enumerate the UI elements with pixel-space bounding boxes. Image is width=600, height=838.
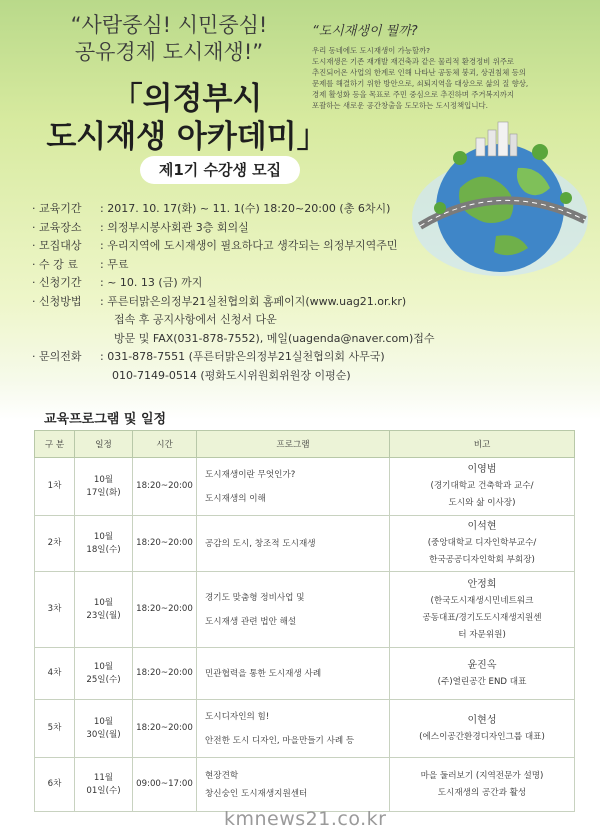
date-month: 10월 [93,597,114,608]
col-header: 프로그램 [197,431,390,458]
program-line: 공감의 도시, 창조적 도시재생 [205,538,316,549]
apply-extra-line: 방문 및 FAX(031-878-7552), 메일(uagenda@naver.com)접수 [114,331,435,345]
session-note [390,572,575,648]
session-note [390,648,575,700]
program-line: 민관협력을 통한 도시재생 사례 [205,668,322,679]
col-header: 일정 [75,431,133,458]
date-month: 10월 [93,716,114,727]
session-date [75,648,133,700]
note-line: 윤진옥 [467,659,497,671]
col-header: 비고 [390,431,575,458]
session-no: 4차 [35,648,75,700]
info-row [32,256,572,275]
session-date [75,458,133,516]
date-month: 10월 [93,661,114,672]
intro-box [312,20,580,111]
col-header: 시간 [133,431,197,458]
slogan-line: “사람중심! 시민중심! [70,13,268,37]
date-day: 18일(수) [86,544,121,555]
info-value: : 푸른터맑은의정부21실천협의회 홈페이지(www.uag21.or.kr) [100,294,407,308]
session-note [390,458,575,516]
note-line: 안정희 [467,578,497,590]
session-no: 3차 [35,572,75,648]
contact-key: · 문의전화 [32,350,82,363]
contact-value: : 031-878-7551 (푸른터맑은의정부21실천협의회 사무국) [100,350,385,363]
intro-line: 도시재생은 기존 재개발 재건축과 같은 물리적 환경정비 위주로 [312,57,515,66]
note-line: 터 자문위원) [458,629,506,640]
slogan-line: 공유경제 도시재생!” [74,40,264,64]
info-value: : 2017. 10. 17(화) ~ 11. 1(수) 18:20~20:00 (총 6차시) [100,202,391,215]
table-header-row [35,431,575,458]
table-row [35,516,575,572]
session-time: 09:00~17:00 [133,758,197,812]
table-row [35,572,575,648]
session-note [390,758,575,812]
info-row [32,274,572,293]
note-line: 공동대표/경기도도시재생지원센 [422,612,542,623]
intro-line: 우리 동네에도 도시재생이 가능할까? [312,46,431,55]
date-day: 30일(월) [86,729,121,740]
info-row [32,219,572,238]
info-key: · 수 강 료 [32,257,78,271]
intro-heading: “도시재생이 뭘까? [312,24,418,39]
date-month: 10월 [93,474,114,485]
date-month: 11월 [93,772,114,783]
intro-line: 문제를 해결하기 위한 방안으로, 쇠퇴지역을 대상으로 삶의 질 향상, [312,79,529,88]
note-line: (주)열린공간 END 대표 [437,676,527,687]
intro-line: 추진되어온 사업의 한계로 인해 나타난 공동체 붕괴, 상권침체 등의 [312,68,526,77]
slogan [34,12,304,66]
info-key: · 신청방법 [32,294,82,308]
schedule-table [34,430,575,812]
note-line: 이석현 [467,521,497,532]
session-date [75,572,133,648]
program-line: 현장견학 [205,770,239,781]
date-day: 17일(화) [86,487,121,498]
session-program [197,572,390,648]
info-row [32,237,572,256]
watermark: kmnews21.co.kr [224,808,387,830]
schedule-title: 교육프로그램 및 일정 [44,412,167,427]
session-no: 6차 [35,758,75,812]
info-value: : 우리지역에 도시재생이 필요하다고 생각되는 의정부지역주민 [100,239,398,252]
date-day: 01일(수) [86,785,121,796]
info-row [32,200,572,219]
note-line: (한국도시재생시민네트워크 [430,595,534,606]
note-line: 이영범 [467,464,497,475]
note-line: 도시재생의 공간과 활성 [437,787,527,798]
note-line: 한국공공디자인학회 부회장) [429,555,535,565]
session-date [75,758,133,812]
note-line: (에스이공간환경디자인그룹 대표) [419,731,545,742]
note-line: 도시와 삶 이사장) [448,498,516,508]
note-line: 마을 둘러보기 (지역전문가 설명) [420,770,544,781]
note-line: (경기대학교 건축학과 교수/ [430,481,534,491]
program-line: 도시재생이란 무엇인가? [205,469,296,480]
program-line: 도시재생 관련 법안 해설 [205,616,297,627]
program-line: 창신숭인 도시재생지원센터 [205,788,308,799]
col-header: 구 분 [35,431,75,458]
date-day: 23일(월) [86,610,121,621]
session-time: 18:20~20:00 [133,458,197,516]
intro-body [312,45,580,111]
program-line: 도시재생의 이해 [205,493,266,504]
info-block [32,200,572,385]
session-time: 18:20~20:00 [133,516,197,572]
program-line: 경기도 맞춤형 정비사업 및 [205,592,305,603]
session-no: 5차 [35,700,75,758]
table-row [35,758,575,812]
contact-extra: 010-7149-0514 (평화도시위원회위원장 이평순) [112,368,351,382]
session-time: 18:20~20:00 [133,648,197,700]
session-program [197,700,390,758]
session-date [75,516,133,572]
session-no: 2차 [35,516,75,572]
program-line: 안전한 도시 디자인, 마을만들기 사례 등 [205,735,355,746]
recruit-badge: 제1기 수강생 모집 [140,156,300,184]
note-line: 이현성 [467,714,497,726]
session-program [197,458,390,516]
title-line: 도시재생 아카데미」 [46,119,328,155]
date-month: 10월 [93,531,114,542]
info-key: · 신청기간 [32,276,82,289]
intro-line: 포괄하는 새로운 공간창출을 도모하는 도시정책입니다. [312,101,488,110]
session-program [197,516,390,572]
session-program [197,648,390,700]
date-day: 25일(수) [86,674,121,685]
table-row [35,458,575,516]
note-line: (중앙대학교 디자인학부교수/ [427,538,537,548]
session-time: 18:20~20:00 [133,700,197,758]
table-row [35,648,575,700]
page-title [42,80,332,156]
session-time: 18:20~20:00 [133,572,197,648]
session-program [197,758,390,812]
title-line: 「의정부시 [111,81,263,117]
table-row [35,700,575,758]
apply-extra-line: 접속 후 공지사항에서 신청서 다운 [114,313,277,326]
info-value: : ~ 10. 13 (금) 까지 [100,276,203,289]
session-no: 1차 [35,458,75,516]
info-value: : 무료 [100,257,129,271]
info-key: · 교육장소 [32,220,82,234]
info-key: · 모집대상 [32,239,82,252]
session-date [75,700,133,758]
info-key: · 교육기간 [32,202,82,215]
session-note [390,516,575,572]
program-line: 도시디자인의 힘! [205,711,270,722]
contact-row [32,348,572,367]
session-note [390,700,575,758]
intro-line: 경제 활성화 등을 목표로 주민 중심으로 추진하며 주거복지까지 [312,90,515,99]
info-row [32,293,572,312]
info-value: : 의정부시봉사회관 3층 회의실 [100,220,249,234]
